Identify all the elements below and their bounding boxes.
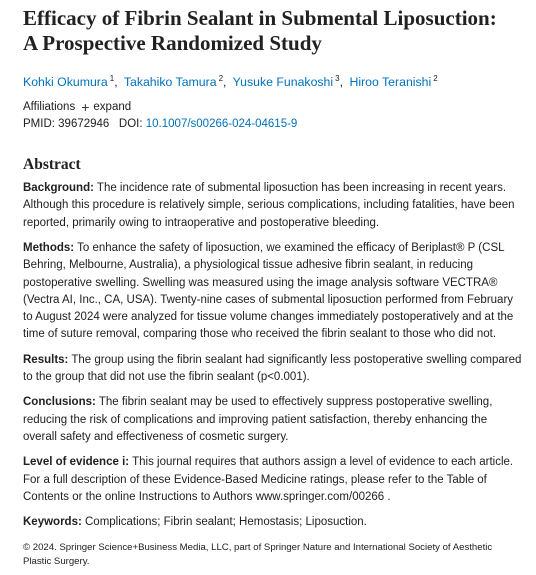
- plus-icon: +: [81, 99, 90, 116]
- results-text: The group using the fibrin sealant had significantly less postoperative swelling compared to the group that did not use the fibrin sealant (p<0.001).: [23, 353, 522, 384]
- methods-label: Methods:: [23, 241, 75, 254]
- title-line-1: Efficacy of Fibrin Sealant in Submental Liposuction:: [23, 6, 497, 30]
- keywords-text: Complications; Fibrin sealant; Hemostasis; Liposuction.: [85, 516, 367, 529]
- pmid-value: 39672946: [58, 118, 110, 131]
- expand-label: expand: [93, 101, 132, 114]
- abstract-background: [23, 180, 523, 232]
- doi-link[interactable]: 10.1007/s00266-024-04615-9: [145, 118, 298, 131]
- title-line-2: A Prospective Randomized Study: [23, 31, 322, 55]
- author-link-okumura[interactable]: Kohki Okumura $^1$: [23, 74, 115, 90]
- conclusions-text: The fibrin sealant may be used to effectively suppress postoperative swelling, reducing the risk of complications and improving patient satisfaction, thereby enhancing the overall safety and effectiveness of cosmetic surgery.: [23, 396, 493, 443]
- article-page: [23, 6, 523, 569]
- doi-label: DOI:: [118, 118, 143, 131]
- copyright-notice: © 2024. Springer Science+Business Media, LLC, part of Springer Nature and International Society of Aesthetic Plastic Surgery.: [23, 542, 493, 568]
- evidence-text: This journal requires that authors assign a level of evidence to each article. For a full description of these Evidence-Based Medicine ratings, please refer to the Table of Contents or the online Instructions to Authors www.springer.com/00266 .: [23, 456, 514, 503]
- background-text: The incidence rate of submental liposuction has been increasing in recent years. Although this procedure is relatively simple, serious complications, including fatalities, have been reported, primarily owing to intraoperative and postoperative bleeding.: [23, 182, 515, 229]
- results-label: Results:: [23, 353, 69, 366]
- author-link-teranishi[interactable]: Hiroo Teranishi $^2$: [349, 74, 438, 90]
- author-link-tamura[interactable]: Takahiko Tamura $^2$: [123, 74, 224, 90]
- expand-affiliations-button[interactable]: [81, 99, 132, 116]
- methods-text: To enhance the safety of liposuction, we examined the efficacy of Beriplast® P (CSL Behring, Melbourne, Australia), a physiological tissue adhesive fibrin sealant, in reducing postoperative swelling. Swelling was measured using the image analysis software VECTRA® (Vectra AI, Inc., CA, USA). Twenty-nine cases of submental liposuction performed from February to August 2024 were analyzed for tissue volume changes immediately postoperatively and at the time of suture removal, comparing those who received the fibrin sealant to those who did not.: [23, 241, 514, 341]
- author-list: [23, 70, 523, 91]
- author-link-funakoshi[interactable]: Yusuke Funakoshi $^3$: [232, 74, 340, 90]
- author-separator: ,: [223, 75, 227, 90]
- conclusions-label: Conclusions:: [23, 396, 96, 409]
- author-separator: ,: [114, 75, 118, 90]
- abstract-results: [23, 352, 523, 387]
- pmid-label: PMID:: [23, 118, 55, 131]
- article-title: [23, 6, 523, 56]
- author-separator: ,: [339, 75, 344, 90]
- abstract-conclusions: [23, 394, 523, 446]
- identifiers-row: [23, 118, 523, 130]
- abstract-heading: Abstract: [23, 156, 81, 174]
- affiliations-row: [23, 99, 523, 116]
- abstract-methods: [23, 240, 523, 344]
- abstract-evidence: [23, 454, 523, 506]
- abstract-keywords: [23, 514, 523, 531]
- keywords-label: Keywords:: [23, 516, 82, 529]
- background-label: Background:: [23, 182, 94, 195]
- evidence-label: Level of evidence i:: [23, 456, 130, 469]
- affiliations-label: Affiliations: [23, 101, 76, 114]
